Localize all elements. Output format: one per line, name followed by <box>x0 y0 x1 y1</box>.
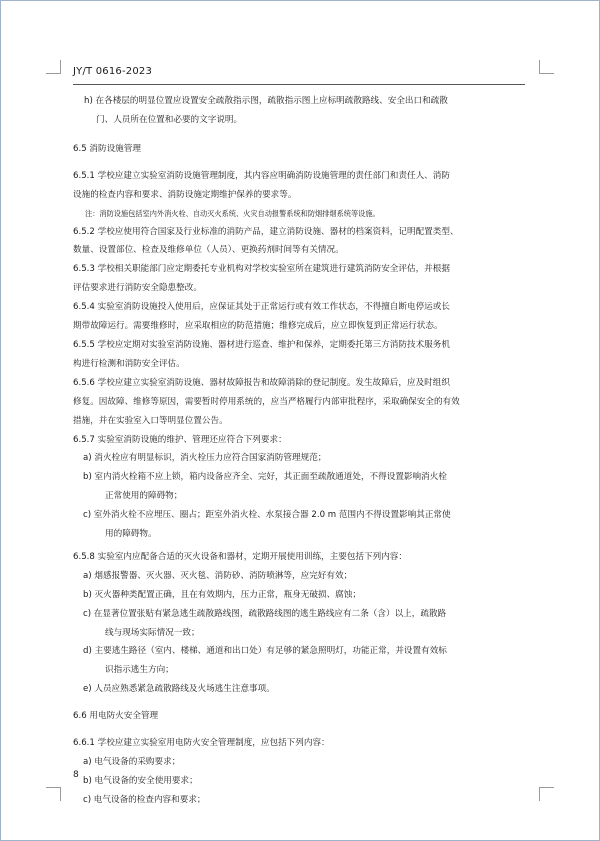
clause-6-5-8-list <box>73 567 527 699</box>
list-item: c) 电气设备的检查内容和要求； <box>83 794 206 805</box>
list-item: e) 人员应熟悉紧急疏散路线及火场逃生注意事项。 <box>83 684 275 695</box>
page-number: 8 <box>73 770 79 780</box>
clause-6-5-7: 6.5.7 实验室消防设施的维护、管理还应符合下列要求： a) 消火栓应有明显标识，消火栓压力应符合国家消防管理规范； b) 室内消火栓箱不应上锁，箱内设备应齐全、完好，其正面至疏散通道处，不得设置影响消火栓 正常使用的障碍物； c) 室外消火栓不应埋压、圈占；距室外消火栓、水泵接合器 2.0 m 范围内不得设置影响其正常使 用的障碍物。 <box>73 431 527 544</box>
clause-6-5-7-list <box>73 449 527 544</box>
crop-mark-bottom-left <box>46 787 61 788</box>
list-item: a) 电气设备的采购要求； <box>83 757 181 767</box>
clause-6-5-5: 6.5.5 学校应定期对实验室消防设施、器材进行巡查、维护和保养，定期委托第三方消防技术服务机 构进行检测和消防安全评估。 <box>73 339 450 369</box>
clause-6-5-2: 6.5.2 学校应使用符合国家及行业标准的消防产品，建立消防设施、器材的档案资料，记明配置类型、 数量、设置部位、检查及维修单位（人员）、更换药剂时间等有关情况。 <box>73 226 459 256</box>
section-heading-6-5: 6.5 消防设施管理 <box>73 143 141 154</box>
list-item: a) 消火栓应有明显标识，消火栓压力应符合国家消防管理规范； <box>83 453 327 464</box>
header-rule <box>73 84 525 85</box>
list-item: a) 烟感报警器、灭火器、灭火毯、消防砂、消防喷淋等，应完好有效； <box>83 570 353 581</box>
clause-6-5-4: 6.5.4 实验室消防设施投入使用后，应保证其处于正常运行或有效工作状态，不得擅自断电停运或长 期带故障运行。需要维修时，应采取相应的防范措施；维修完成后，应立即恢复到正常运行状态。 <box>73 302 450 332</box>
crop-mark-top-right <box>539 60 540 74</box>
section-heading-6-6: 6.6 用电防火安全管理 <box>73 711 159 722</box>
list-item-h: h) 在各楼层的明显位置应设置安全疏散指示图，疏散指示图上应标明疏散路线、安全出口和疏散 门、人员所在位置和必要的文字说明。 <box>84 96 448 125</box>
document-body <box>73 92 527 810</box>
crop-mark-bottom-right <box>539 787 540 801</box>
crop-mark-top-left <box>46 73 61 74</box>
list-item: c) 室外消火栓不应埋压、圈占；距室外消火栓、水泵接合器 2.0 m 范围内不得设置影响其正常使 用的障碍物。 <box>83 510 451 540</box>
crop-mark-bottom-left <box>60 787 61 801</box>
clause-6-5-1: 6.5.1 学校应建立实验室消防设施管理制度，其内容应明确消防设施管理的责任部门和责任人、消防 设施的检查内容和要求、消防设施定期维护保养的要求等。 <box>73 170 450 200</box>
clause-6-6-1: 6.6.1 学校应建立实验室用电防火安全管理制度，应包括下列内容： a) 电气设备的采购要求； b) 电气设备的安全使用要求； c) 电气设备的检查内容和要求； <box>73 734 527 810</box>
clause-6-5-8: 6.5.8 实验室内应配备合适的灭火设备和器材，定期开展使用训练，主要包括下列内容： a) 烟感报警器、灭火器、灭火毯、消防砂、消防喷淋等，应完好有效； b) 灭火器种类配置正确，且在有效期内，压力正常，瓶身无破损、腐蚀； c) 在显著位置张贴有紧急逃生疏散路线图，疏散路线图的逃生路线应有二条（含）以上，疏散路 线与现场实际情况一致； d) 主要逃生路径（室内、楼梯、通道和出口处）有足够的紧急照明灯，功能正常，并设置有效标 识指示逃生方向； e) 人员应熟悉紧急疏散路线及火场逃生注意事项。 <box>73 548 527 699</box>
list-item: c) 在显著位置张贴有紧急逃生疏散路线图，疏散路线图的逃生路线应有二条（含）以上，疏散路 线与现场实际情况一致； <box>83 608 447 638</box>
list-item: b) 灭火器种类配置正确，且在有效期内，压力正常，瓶身无破损、腐蚀； <box>83 589 361 600</box>
crop-mark-bottom-right <box>539 787 554 788</box>
crop-mark-top-left <box>60 60 61 74</box>
clause-6-5-6: 6.5.6 学校应建立实验室消防设施、器材故障报告和故障消除的登记制度。发生故障后，应及时组织 修复。因故障、维修等原因，需要暂时停用系统的，应当严格履行内部审批程序，采取确保安全的有效 措施，并在实验室入口等明显位置公告。 <box>73 377 460 426</box>
list-item: b) 电气设备的安全使用要求； <box>83 775 198 786</box>
list-item: d) 主要逃生路径（室内、楼梯、通道和出口处）有足够的紧急照明灯，功能正常，并设置有效标 识指示逃生方向； <box>83 646 447 676</box>
standard-code: JY/T 0616-2023 <box>73 66 153 77</box>
list-item: b) 室内消火栓箱不应上锁，箱内设备应齐全、完好，其正面至疏散通道处，不得设置影响消火栓 正常使用的障碍物； <box>83 472 447 502</box>
clause-6-5-3: 6.5.3 学校相关职能部门应定期委托专业机构对学校实验室所在建筑进行建筑消防安全评估，并根据 评估要求进行消防安全隐患整改。 <box>73 264 450 294</box>
note-6-5-1: 注：消防设施包括室内外消火栓、自动灭火系统、火灾自动报警系统和防烟排烟系统等设施。 <box>85 208 380 218</box>
clause-6-6-1-list <box>73 753 527 810</box>
crop-mark-top-right <box>539 73 554 74</box>
